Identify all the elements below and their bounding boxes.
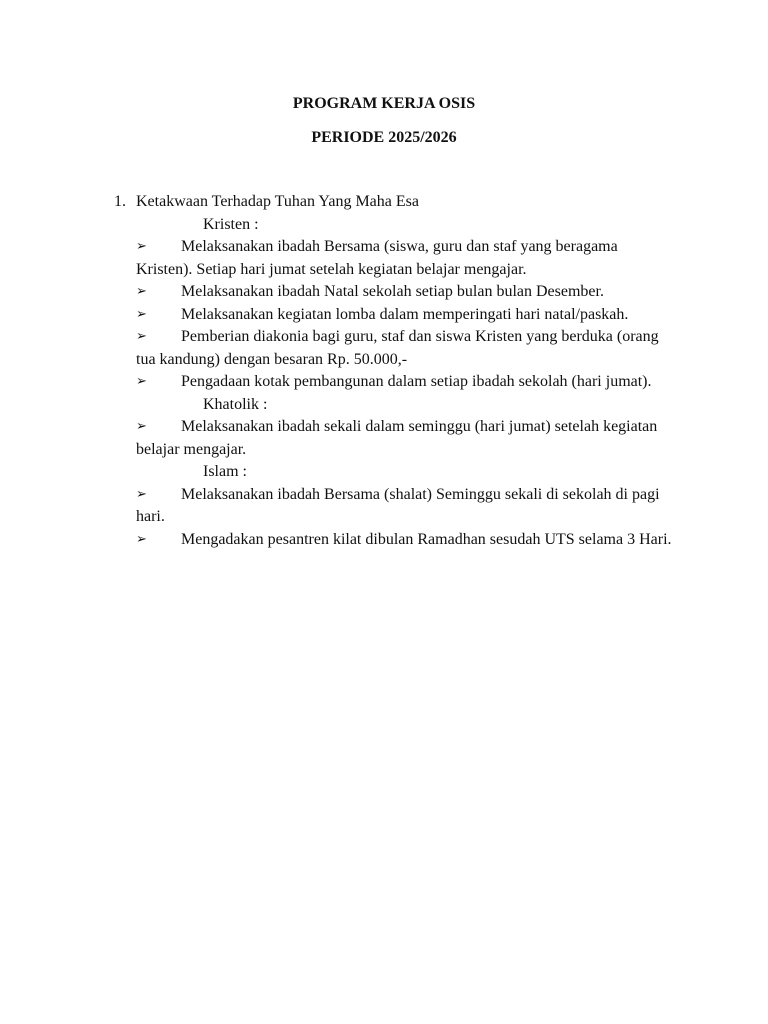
program-list (114, 191, 676, 551)
bullet-text: Melaksanakan ibadah Bersama (shalat) Seminggu sekali di sekolah di pagi hari. (136, 485, 660, 525)
bullet-text: Mengadakan pesantren kilat dibulan Ramadhan sesudah UTS selama 3 Hari. (181, 530, 672, 548)
bullet-item (136, 326, 676, 371)
bullet-text: Melaksanakan ibadah Natal sekolah setiap bulan bulan Desember. (181, 283, 604, 300)
document-subtitle: PERIODE 2025/2026 (311, 129, 457, 146)
section-label-kristen: Kristen : (203, 215, 259, 233)
bullet-text: Melaksanakan kegiatan lomba dalam memperingati hari natal/paskah. (181, 305, 629, 323)
bullet-item (136, 484, 676, 529)
arrowhead-bullet-icon: ➢ (136, 374, 147, 389)
bullet-item (136, 281, 676, 304)
bullet-item (136, 371, 676, 394)
arrowhead-bullet-icon: ➢ (136, 239, 147, 254)
list-item-heading-text: Ketakwaan Terhadap Tuhan Yang Maha Esa (136, 193, 419, 210)
list-item-number: 1. (114, 193, 126, 210)
bullet-text: Melaksanakan ibadah Bersama (siswa, guru dan staf yang beragama Kristen). Setiap hari jumat setelah kegiatan belajar mengajar. (136, 238, 618, 278)
arrowhead-bullet-icon: ➢ (136, 306, 147, 322)
document-title: PROGRAM KERJA OSIS (292, 95, 476, 112)
arrowhead-bullet-icon: ➢ (136, 284, 147, 299)
section-label-khatolik: Khatolik : (203, 395, 268, 413)
bullet-text: Pemberian diakonia bagi guru, staf dan siswa Kristen yang berduka (orang tua kandung) dengan besaran Rp. 50.000,- (136, 328, 659, 368)
bullet-item (136, 236, 676, 281)
bullet-text: Melaksanakan ibadah sekali dalam seminggu (hari jumat) setelah kegiatan belajar mengajar. (136, 418, 658, 458)
arrowhead-bullet-icon: ➢ (136, 329, 147, 344)
list-item-heading (114, 191, 676, 214)
arrowhead-bullet-icon: ➢ (136, 486, 147, 502)
arrowhead-bullet-icon: ➢ (136, 419, 147, 434)
arrowhead-bullet-icon: ➢ (136, 531, 147, 547)
bullet-item (136, 304, 676, 327)
bullet-text: Pengadaan kotak pembangunan dalam setiap ibadah sekolah (hari jumat). (181, 373, 652, 390)
bullet-item (136, 416, 676, 461)
section-label-islam: Islam : (203, 463, 247, 480)
bullet-item (136, 529, 676, 552)
